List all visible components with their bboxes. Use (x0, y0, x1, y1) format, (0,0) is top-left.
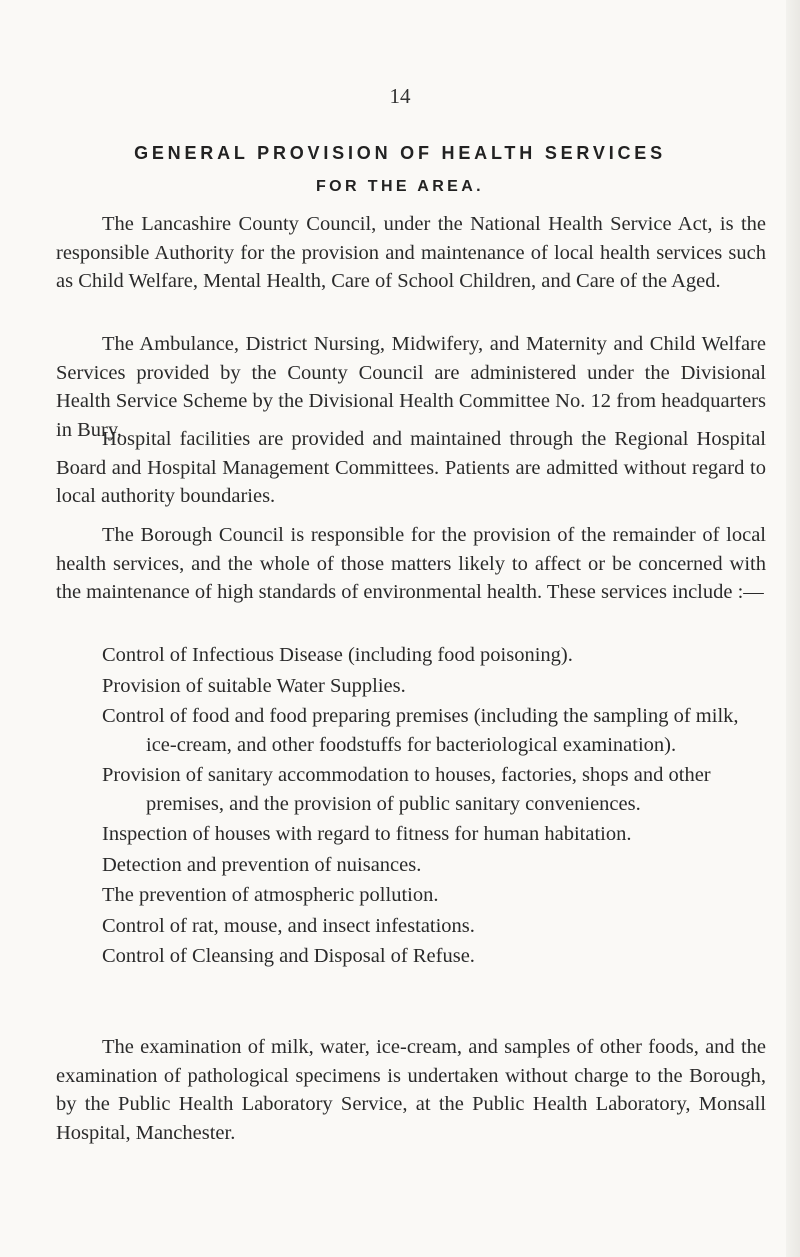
paragraph-county-council: The Lancashire County Council, under the National Health Service Act, is the responsible Authority for the provision and maintenance of local health services such as Child Welfare, Mental Health, Care of School Children, and Care of the Aged. (56, 213, 766, 292)
service-item: Provision of sanitary accommodation to houses, factories, shops and other premises, and the provision of public sanitary conveniences. (102, 764, 711, 815)
service-item: Control of rat, mouse, and insect infestations. (102, 914, 475, 937)
section-heading-line-1: GENERAL PROVISION OF HEALTH SERVICES (134, 143, 666, 163)
service-item: Control of food and food preparing premises (including the sampling of milk, ice-cream, and other foodstuffs for bacteriological examination). (102, 705, 739, 756)
service-item: Control of Infectious Disease (including food poisoning). (102, 644, 573, 666)
paragraph-borough-council: The Borough Council is responsible for the provision of the remainder of local health services, and the whole of those matters likely to affect or be concerned with the maintenance of high standards of environmental health. These services include :— (56, 524, 766, 603)
paragraph-laboratory-examination: The examination of milk, water, ice-cream, and samples of other foods, and the examination of pathological specimens is undertaken without charge to the Borough, by the Public Health Laboratory Service, at the Public Health Laboratory, Monsall Hospital, Manchester. (56, 1036, 766, 1144)
paragraph-hospital-facilities: Hospital facilities are provided and maintained through the Regional Hospital Board and Hospital Management Committees. Patients are admitted without regard to local authority boundaries. (56, 428, 766, 507)
service-item: The prevention of atmospheric pollution. (102, 884, 439, 906)
section-heading-line-2: FOR THE AREA. (315, 178, 485, 195)
service-item: Provision of suitable Water Supplies. (102, 674, 406, 697)
paragraph-ambulance-services: The Ambulance, District Nursing, Midwifery, and Maternity and Child Welfare Services provided by the County Council are administered under the Divisional Health Service Scheme by the Divisional Health Committee No. 12 from headquarters in Bury. (56, 333, 766, 441)
service-item: Detection and prevention of nuisances. (102, 853, 422, 876)
services-list (102, 641, 766, 973)
page-number: 14 (389, 84, 411, 108)
service-item: Inspection of houses with regard to fitness for human habitation. (102, 823, 632, 845)
service-item: Control of Cleansing and Disposal of Refuse. (102, 945, 475, 967)
